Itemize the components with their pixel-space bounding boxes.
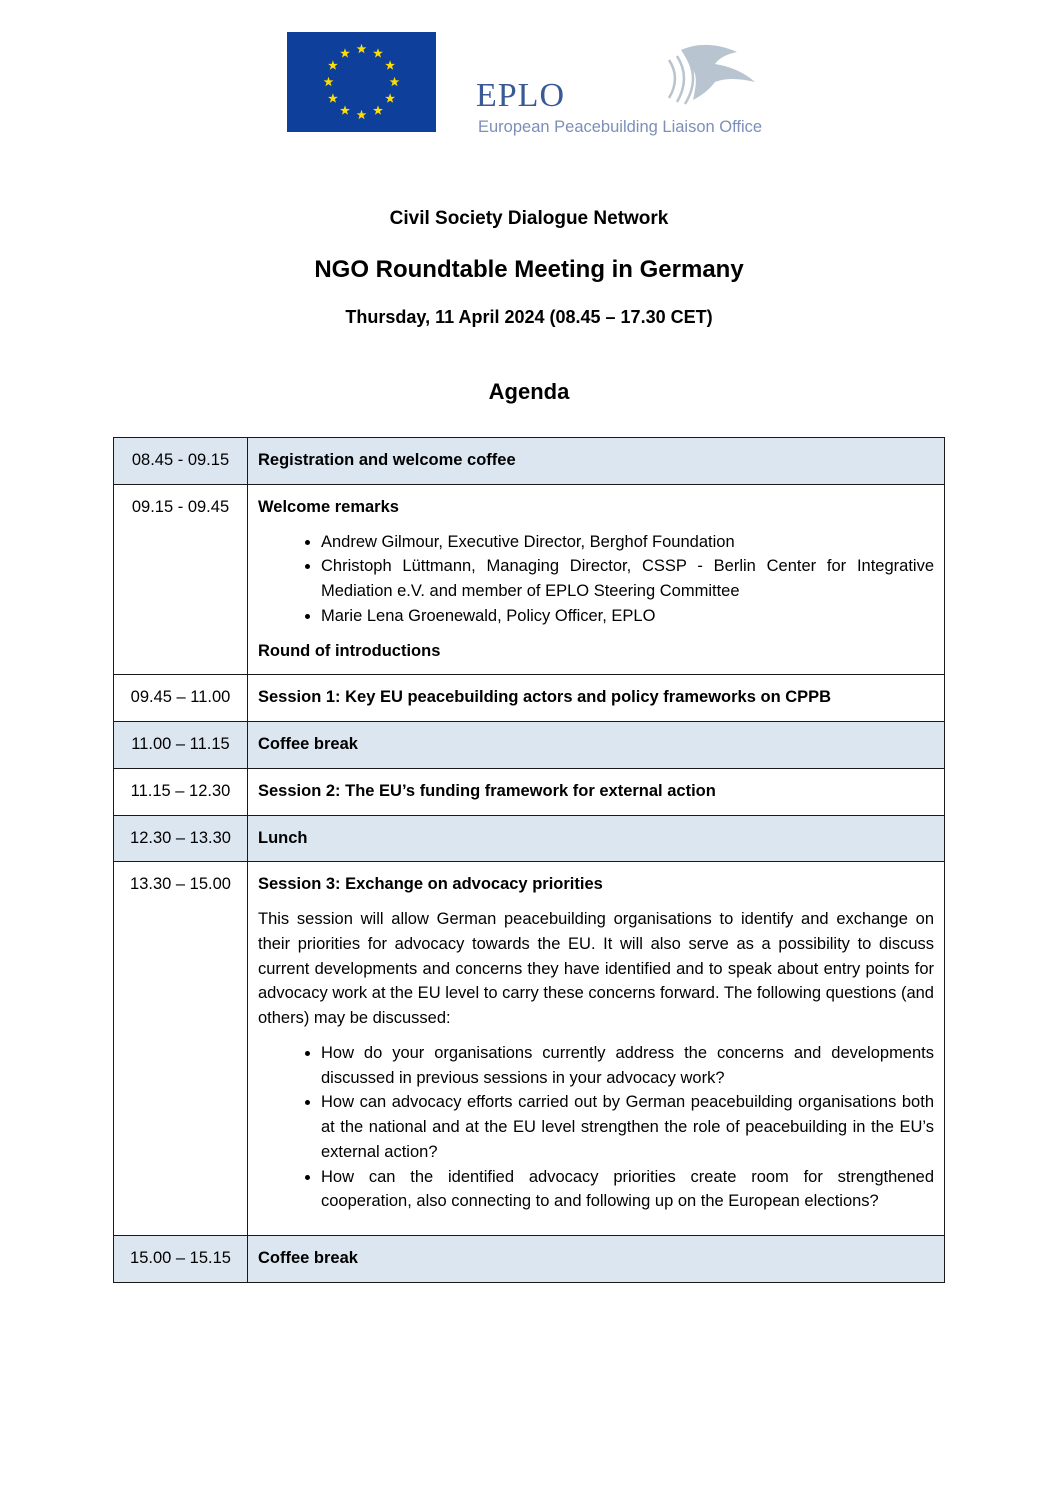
list-item: • How can advocacy efforts carried out by German peacebuilding organisations both at the national and at the EU level strengthen the role of peacebuilding in the EU’s external action? <box>321 1090 934 1164</box>
eu-star-icon <box>390 77 400 86</box>
eu-star-icon <box>373 105 383 114</box>
agenda-item <box>248 1236 945 1283</box>
eplo-subtitle: European Peacebuilding Liaison Office <box>478 118 763 136</box>
session-description: This session will allow German peacebuilding organisations to identify and exchange on their priorities for advocacy towards the EU. It will also serve as a possibility to discuss current developments and concerns they have identified and to speak about entry points for advocacy work at the EU level to carry these concerns forward. The following questions (and others) may be discussed: <box>258 910 934 1027</box>
agenda-time: 13.30 – 15.00 <box>114 862 248 1236</box>
agenda-time: 11.00 – 11.15 <box>114 722 248 769</box>
eu-flag-stars <box>287 32 436 132</box>
eu-flag-icon <box>287 32 436 132</box>
agenda-time: 08.45 - 09.15 <box>114 438 248 485</box>
agenda-item <box>248 484 945 675</box>
speaker-list <box>258 530 934 629</box>
agenda-item-title: Registration and welcome coffee <box>258 451 516 469</box>
agenda-item-title: Lunch <box>258 828 308 847</box>
agenda-item <box>248 862 945 1236</box>
agenda-row <box>114 722 945 769</box>
agenda-item-title: Session 2: The EU’s funding framework for external action <box>258 781 716 800</box>
eplo-logo <box>474 42 774 134</box>
agenda-item <box>248 438 945 485</box>
agenda-time: 15.00 – 15.15 <box>114 1236 248 1283</box>
agenda-time: 09.45 – 11.00 <box>114 675 248 722</box>
agenda-row <box>114 1236 945 1283</box>
agenda-item-title: Welcome remarks <box>258 497 399 516</box>
eplo-bird-icon <box>569 42 769 112</box>
agenda-row <box>114 815 945 862</box>
eu-star-icon <box>328 60 338 69</box>
agenda-table <box>113 437 945 1283</box>
agenda-time: 12.30 – 13.30 <box>114 815 248 862</box>
agenda-row <box>114 768 945 815</box>
eu-star-icon <box>340 105 350 114</box>
eu-star-icon <box>357 110 367 119</box>
eplo-wordmark: EPLO <box>476 77 565 114</box>
agenda-item-title: Coffee break <box>258 1249 358 1267</box>
agenda-row <box>114 484 945 675</box>
list-item: • Andrew Gilmour, Executive Director, Berghof Foundation <box>321 530 934 555</box>
logo-row <box>287 32 787 136</box>
list-item: • How do your organisations currently address the concerns and developments discussed in previous sessions in your advocacy work? <box>321 1041 934 1091</box>
agenda-heading: Agenda <box>488 379 570 404</box>
agenda-item-subtitle: Round of introductions <box>258 641 441 660</box>
agenda-item-title: Coffee break <box>258 735 358 753</box>
meeting-title: NGO Roundtable Meeting in Germany <box>314 256 744 283</box>
agenda-time: 09.15 - 09.45 <box>114 484 248 675</box>
eu-star-icon <box>328 93 338 102</box>
eu-star-icon <box>385 60 395 69</box>
agenda-row <box>114 862 945 1236</box>
agenda-item-title: Session 3: Exchange on advocacy priorities <box>258 875 603 894</box>
network-title: Civil Society Dialogue Network <box>389 208 669 229</box>
agenda-item <box>248 815 945 862</box>
question-list <box>258 1041 934 1214</box>
agenda-item <box>248 768 945 815</box>
agenda-item <box>248 675 945 722</box>
eu-star-icon <box>340 48 350 57</box>
agenda-row <box>114 675 945 722</box>
eu-star-icon <box>385 93 395 102</box>
eu-star-icon <box>357 44 367 53</box>
agenda-item-title: Session 1: Key EU peacebuilding actors and policy frameworks on CPPB <box>258 688 832 707</box>
list-item: • How can the identified advocacy priorities create room for strengthened cooperation, also connecting to and following up on the European elections? <box>321 1165 934 1215</box>
list-item: • Christoph Lüttmann, Managing Director, CSSP - Berlin Center for Integrative Mediation e.V. and member of EPLO Steering Committee <box>321 554 934 604</box>
agenda-item <box>248 722 945 769</box>
meeting-date: Thursday, 11 April 2024 (08.45 – 17.30 CET) <box>345 307 713 327</box>
list-item: • Marie Lena Groenewald, Policy Officer, EPLO <box>321 604 934 629</box>
agenda-time: 11.15 – 12.30 <box>114 768 248 815</box>
eu-star-icon <box>324 77 334 86</box>
eu-star-icon <box>373 48 383 57</box>
agenda-row <box>114 438 945 485</box>
